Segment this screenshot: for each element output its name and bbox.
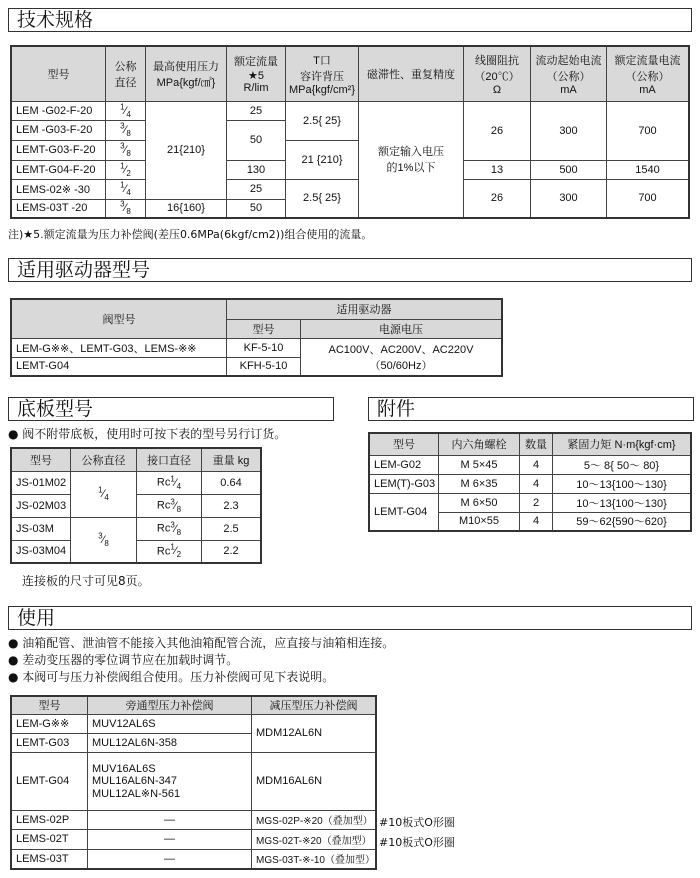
start-current-cell: 300: [531, 101, 607, 160]
col-header: 阀型号: [11, 299, 227, 338]
col-header: 电源电压: [301, 319, 503, 338]
usage-bullet: ● 油箱配管、泄油管不能接入其他油箱配管合流，应直接与油箱相连接。: [8, 636, 395, 650]
col-header: 型号: [11, 448, 71, 471]
bypass-cell: MUV12AL6S: [88, 714, 252, 733]
qty-cell: 2: [520, 493, 553, 512]
usage-bullet: ● 本阀可与压力补偿阀组合使用。压力补偿阀可见下表说明。: [8, 670, 335, 684]
port-cell: $Rc^1⁄_2$: [137, 540, 202, 563]
usage-bullet-text: 本阀可与压力补偿阀组合使用。压力补偿阀可见下表说明。: [22, 670, 335, 684]
driver-table: [10, 298, 503, 377]
model-cell: LEM(T)-G03: [369, 474, 439, 493]
flow-cell: 130: [227, 160, 286, 179]
fraction: $^1⁄_4$: [120, 180, 131, 198]
port-cell: $Rc^3⁄_8$: [137, 517, 202, 540]
weight-cell: 0.64: [202, 471, 262, 494]
size-cell: [106, 160, 146, 179]
model-cell: LEM-G※※: [11, 714, 88, 733]
col-header: 公称直径: [71, 448, 137, 471]
section-title-accessories: 附件: [368, 397, 694, 421]
model-cell: JS-02M03: [11, 494, 71, 517]
reducing-cell: MDM16AL6N: [252, 752, 377, 810]
flow-cell: 50: [227, 199, 286, 218]
model-cell: LEMT-G04-F-20: [11, 160, 106, 179]
base-intro: ● 阀不附带底板，使用时可按下表的型号另行订货。: [8, 427, 287, 441]
col-header: 旁通型压力补偿阀: [88, 696, 252, 714]
col-header: 型号: [369, 433, 439, 455]
back-pressure-cell: 21 {210}: [286, 140, 359, 179]
side-note: #10板式O形圈: [379, 816, 455, 829]
col-header: 紧固力矩 N·m{kgf·cm}: [553, 433, 692, 455]
fraction: $^1⁄_4$: [120, 102, 131, 119]
section-title-base: 底板型号: [8, 397, 334, 421]
resistance-cell: 26: [464, 179, 531, 218]
col-header: 减压型压力补偿阀: [252, 696, 377, 714]
compensator-table: [10, 695, 377, 870]
reducing-cell: MGS-02P-※20（叠加型）: [252, 810, 377, 829]
reducing-cell: MGS-03T-※-10（叠加型）: [252, 849, 377, 869]
col-header: 型号: [11, 46, 106, 101]
spec-note: 注)★5.额定流量为压力补偿阀(差压0.6MPa(6kgf/cm2))组合使用的流量。: [8, 228, 373, 241]
model-cell: LEMS-02P: [11, 810, 88, 829]
model-cell: LEMS-03T -20: [11, 199, 106, 218]
section-title-spec: 技术规格: [8, 8, 692, 32]
weight-cell: 2.2: [202, 540, 262, 563]
reducing-cell: MDM12AL6N: [252, 714, 377, 752]
rated-current-cell: 1540: [607, 160, 690, 179]
col-header: 接口直径: [137, 448, 202, 471]
resistance-cell: 26: [464, 101, 531, 160]
col-header: 公称 直径: [106, 46, 146, 101]
fraction: $^3⁄_8$: [120, 121, 131, 139]
size-cell: [106, 179, 146, 199]
bolt-cell: M 6×35: [439, 474, 520, 493]
reducing-cell: MGS-02T-※20（叠加型）: [252, 829, 377, 849]
torque-cell: 10～13{100～130}: [553, 493, 692, 512]
spec-table: [10, 45, 690, 219]
base-note: 连接板的尺寸可见8页。: [22, 574, 150, 588]
size-cell: [106, 120, 146, 140]
fraction: $^3⁄_8$: [98, 531, 109, 549]
fraction: $^1⁄_2$: [120, 161, 131, 178]
voltage-cell: AC100V、AC200V、AC220V（50/60Hz）: [301, 338, 503, 376]
size-cell: [106, 140, 146, 160]
col-header: 流动起始电流 （公称） mA: [531, 46, 607, 101]
bypass-cell: —: [88, 810, 252, 829]
model-cell: LEMS-02T: [11, 829, 88, 849]
col-header: 适用驱动器: [227, 299, 503, 319]
rated-current-cell: 700: [607, 101, 690, 160]
size-cell: [106, 101, 146, 120]
col-header: 数量: [520, 433, 553, 455]
model-cell: LEMT-G03: [11, 733, 88, 752]
col-header: 型号: [11, 696, 88, 714]
driver-model-cell: KF-5-10: [227, 338, 301, 357]
back-pressure-cell: 2.5{ 25}: [286, 101, 359, 140]
model-cell: LEM-G02: [369, 455, 439, 474]
pressure-cell: 16{160}: [146, 199, 227, 218]
pressure-cell: 21{210}: [146, 101, 227, 199]
bypass-cell: MUV16AL6S MUL16AL6N-347 MUL12AL※N-561: [88, 752, 252, 810]
size-cell: [71, 517, 137, 563]
model-cell: LEM -G02-F-20: [11, 101, 106, 120]
fraction: $^1⁄_4$: [98, 485, 109, 503]
col-header: T口 容许背压 MPa{kgf/cm²}: [286, 46, 359, 101]
fraction: $^1⁄_4$: [170, 474, 182, 491]
model-cell: LEM -G03-F-20: [11, 120, 106, 140]
fraction: $^3⁄_8$: [120, 141, 131, 159]
size-cell: [71, 471, 137, 517]
hysteresis-cell: 额定输入电压 的1%以下: [359, 101, 464, 218]
model-cell: LEMS-03T: [11, 849, 88, 869]
model-cell: JS-03M: [11, 517, 71, 540]
col-header: 内六角螺栓: [439, 433, 520, 455]
bypass-cell: —: [88, 829, 252, 849]
model-cell: LEMT-G04: [369, 493, 439, 531]
port-cell: $Rc^3⁄_8$: [137, 494, 202, 517]
flow-cell: 25: [227, 101, 286, 120]
bolt-cell: M 6×50: [439, 493, 520, 512]
accessories-table: [368, 432, 692, 532]
side-note: #10板式O形圈: [379, 836, 455, 849]
weight-cell: 2.3: [202, 494, 262, 517]
bolt-cell: M10×55: [439, 512, 520, 531]
fraction: $^3⁄_8$: [120, 199, 131, 217]
bypass-cell: —: [88, 849, 252, 869]
fraction: $^3⁄_8$: [170, 497, 182, 514]
col-header: 重量 kg: [202, 448, 262, 471]
qty-cell: 4: [520, 474, 553, 493]
start-current-cell: 500: [531, 160, 607, 179]
torque-cell: 59～62{590～620}: [553, 512, 692, 531]
start-current-cell: 300: [531, 179, 607, 218]
col-header: 额定流量 ★5 R/lim: [227, 46, 286, 101]
port-cell: $Rc^1⁄_4$: [137, 471, 202, 494]
fraction: $^1⁄_2$: [170, 542, 182, 560]
valve-cell: LEMT-G04: [11, 357, 227, 376]
bolt-cell: M 5×45: [439, 455, 520, 474]
model-cell: JS-01M02: [11, 471, 71, 494]
base-table: [10, 447, 262, 564]
col-header: 最高使用压力 MPa{kgf/㎠}: [146, 46, 227, 101]
valve-cell: LEM-G※※、LEMT-G03、LEMS-※※: [11, 338, 227, 357]
model-cell: LEMT-G03-F-20: [11, 140, 106, 160]
model-cell: LEMT-G04: [11, 752, 88, 810]
usage-bullet: ● 差动变压器的零位调节应在加载时调节。: [8, 653, 239, 667]
col-header: 磁滞性、重复精度: [359, 46, 464, 101]
bypass-cell: MUL12AL6N-358: [88, 733, 252, 752]
model-cell: JS-03M04: [11, 540, 71, 563]
usage-bullet-text: 油箱配管、泄油管不能接入其他油箱配管合流，应直接与油箱相连接。: [22, 636, 395, 650]
section-title-driver: 适用驱动器型号: [8, 258, 692, 282]
model-cell: LEMS-02※ -30: [11, 179, 106, 199]
usage-bullet-text: 差动变压器的零位调节应在加载时调节。: [22, 653, 239, 667]
qty-cell: 4: [520, 455, 553, 474]
torque-cell: 10～13{100～130}: [553, 474, 692, 493]
torque-cell: 5～ 8{ 50～ 80}: [553, 455, 692, 474]
col-header: 型号: [227, 319, 301, 338]
flow-cell: 50: [227, 120, 286, 160]
section-title-usage: 使用: [8, 606, 692, 630]
col-header: 额定流量电流 （公称） mA: [607, 46, 690, 101]
weight-cell: 2.5: [202, 517, 262, 540]
rated-current-cell: 700: [607, 179, 690, 218]
col-header: 线圈阻抗 （20℃） Ω: [464, 46, 531, 101]
driver-model-cell: KFH-5-10: [227, 357, 301, 376]
back-pressure-cell: 2.5{ 25}: [286, 179, 359, 218]
flow-cell: 25: [227, 179, 286, 199]
qty-cell: 4: [520, 512, 553, 531]
size-cell: [106, 199, 146, 218]
fraction: $^3⁄_8$: [170, 520, 182, 537]
resistance-cell: 13: [464, 160, 531, 179]
